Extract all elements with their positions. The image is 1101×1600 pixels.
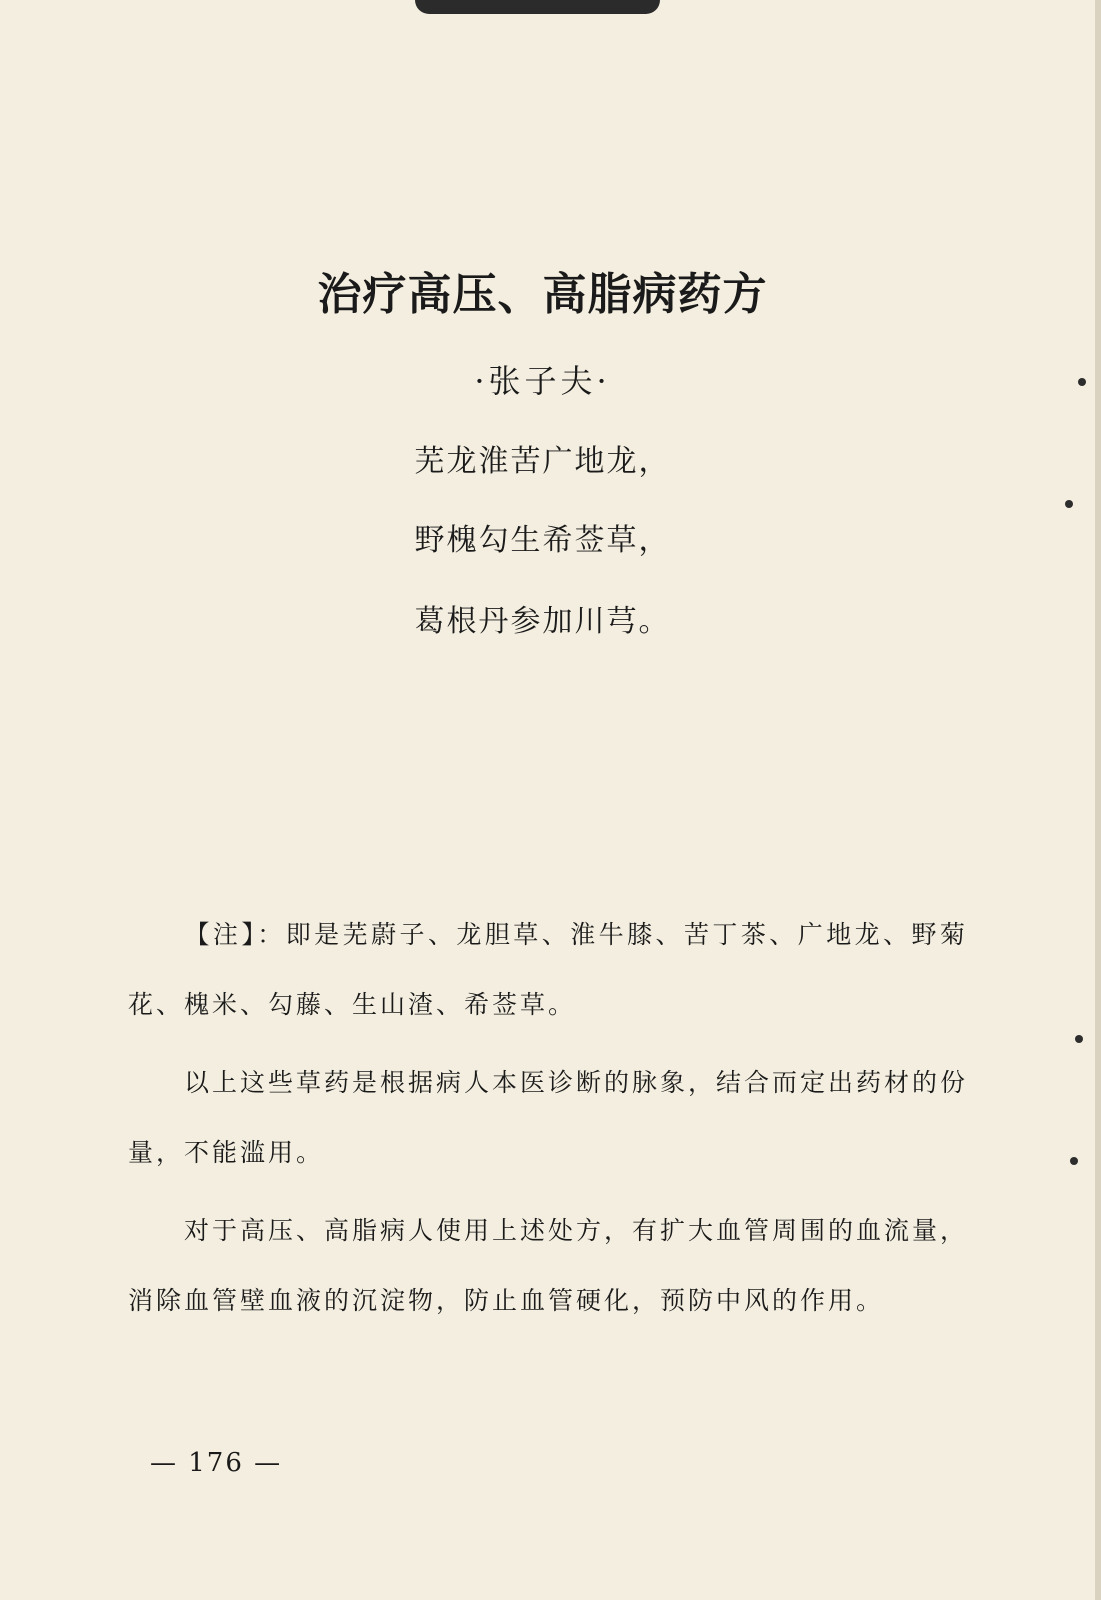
effect-paragraph bbox=[128, 1196, 968, 1336]
margin-punch-mark bbox=[1078, 378, 1086, 386]
poem-line-1: 芜龙淮苦广地龙， bbox=[414, 444, 671, 479]
note-text: 【注】：即是芜蔚子、龙胆草、淮牛膝、苦丁茶、广地龙、野菊花、槐米、勾藤、生山渣、希莶草。 bbox=[128, 920, 968, 1019]
page-title: 治疗高压、高脂病药方 bbox=[317, 269, 768, 320]
dosage-text: 以上这些草药是根据病人本医诊断的脉象，结合而定出药材的份量，不能滥用。 bbox=[128, 1068, 969, 1167]
binding-tab bbox=[415, 0, 660, 14]
poem-line-3: 葛根丹参加川芎。 bbox=[414, 604, 671, 639]
dosage-paragraph bbox=[128, 1048, 968, 1188]
margin-punch-mark bbox=[1065, 500, 1073, 508]
effect-text: 对于高压、高脂病人使用上述处方，有扩大血管周围的血流量，消除血管壁血液的沉淀物，防止血管硬化，预防中风的作用。 bbox=[128, 1216, 969, 1315]
note-paragraph bbox=[128, 900, 968, 1040]
margin-punch-mark bbox=[1075, 1035, 1083, 1043]
poem-line-2: 野槐勾生希莶草， bbox=[414, 523, 671, 558]
page-number: — 176 — bbox=[150, 1448, 283, 1478]
author-name: ·张子夫· bbox=[474, 362, 611, 400]
margin-punch-mark bbox=[1070, 1157, 1078, 1165]
